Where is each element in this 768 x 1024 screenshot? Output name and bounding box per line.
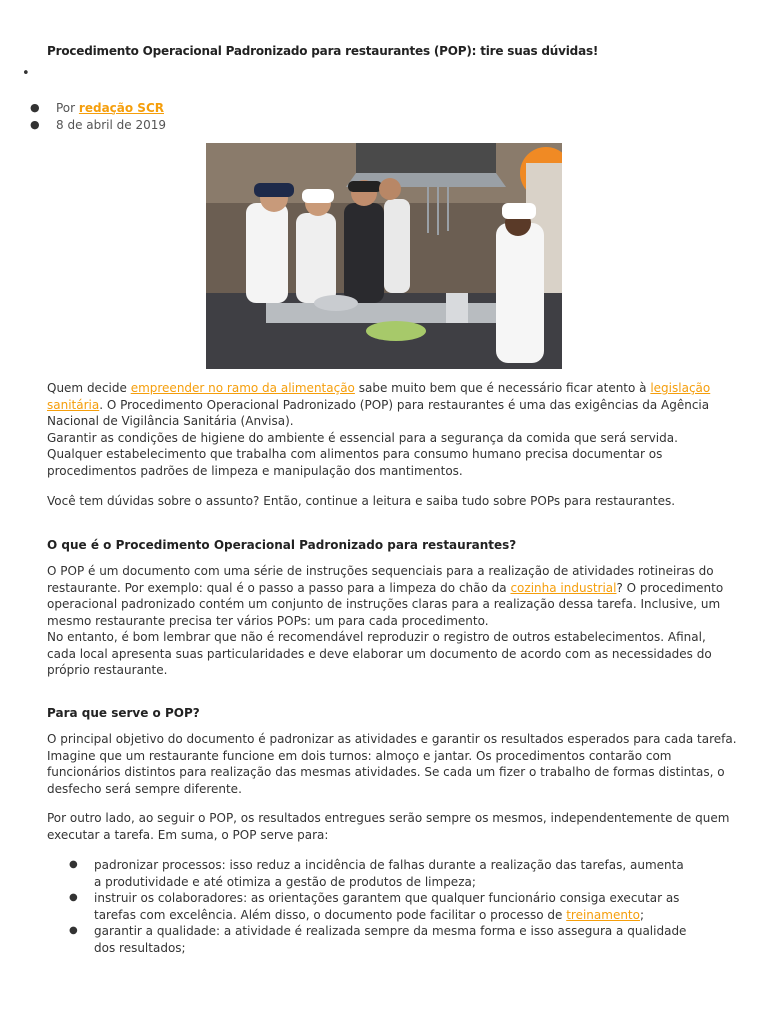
empreender-link[interactable]: empreender no ramo da alimentação — [130, 381, 355, 395]
bullet-icon: ● — [69, 859, 78, 870]
pop-benefits-list — [47, 857, 687, 956]
intro-text: Quem decide — [47, 381, 131, 395]
bullet-icon: ● — [30, 118, 40, 131]
treinamento-link[interactable]: treinamento — [566, 907, 640, 922]
kitchen-photo — [206, 143, 562, 369]
intro-text: . O Procedimento Operacional Padronizado (POP) para restaurantes é uma das exigências da Agência Nacional de Vigilância Sanitária (Anvisa). — [47, 397, 710, 428]
intro-paragraph-1 — [47, 380, 737, 479]
publish-date-row — [30, 116, 166, 133]
kitchen-illustration — [206, 143, 562, 369]
section1-paragraph-1 — [47, 563, 737, 679]
byline-prefix: Por — [56, 100, 76, 115]
intro-paragraph-2: Garantir as condições de higiene do ambiente é essencial para a segurança da comida que será servida. Qualquer estabelecimento que trabalha com alimentos para consumo humano precisa documentar os procedimentos padrões de limpeza e manipulação dos mantimentos. — [47, 430, 678, 478]
list-item — [47, 857, 687, 890]
section2-paragraph-2: Por outro lado, ao seguir o POP, os resultados entregues serão sempre os mesmos, independentemente de quem executar a tarefa. Em suma, o POP serve para: — [47, 811, 730, 842]
bullet-icon: ● — [69, 892, 78, 903]
list-item — [47, 923, 687, 956]
list-item-text: garantir a qualidade: a atividade é realizada sempre da mesma forma e isso assegura a qualidade dos resultados; — [94, 924, 687, 955]
cozinha-industrial-link[interactable]: cozinha industrial — [510, 580, 617, 595]
list-item — [47, 890, 687, 923]
bullet-marker: • — [22, 66, 30, 81]
list-item-text: ; — [639, 907, 645, 922]
legislacao-link[interactable]: legislação sanitária — [47, 381, 711, 412]
section-heading-purpose: Para que serve o POP? — [47, 706, 200, 720]
article-meta — [30, 99, 166, 133]
section1-text: O POP é um documento com uma série de instruções sequenciais para a realização de atividades rotineiras do restaurante. Por exemplo: qual é o passo a passo para a limpeza do chão da — [47, 564, 714, 595]
section-heading-what-is-pop: O que é o Procedimento Operacional Padronizado para restaurantes? — [47, 538, 517, 552]
list-item-text: padronizar processos: isso reduz a incidência de falhas durante a realização das tarefas, aumenta a produtividade e até otimiza a gestão de produtos de limpeza; — [94, 858, 684, 889]
author-link[interactable]: redação SCR — [78, 100, 164, 115]
section2-paragraph-1: O principal objetivo do documento é padronizar as atividades e garantir os resultados esperados para cada tarefa. Imagine que um restaurante funcione em dois turnos: almoço e jantar. Os procedimentos contarão com funcionários distintos para realização das mesmas atividades. Se cada um fizer o trabalho de formas distintas, o desfecho será sempre diferente. — [47, 732, 737, 796]
bullet-icon: ● — [30, 101, 40, 114]
article-title: Procedimento Operacional Padronizado para restaurantes (POP): tire suas dúvidas! — [47, 44, 599, 58]
bullet-icon: ● — [69, 925, 78, 936]
section1-paragraph-2: No entanto, é bom lembrar que não é recomendável reproduzir o registro de outros estabelecimentos. Afinal, cada local apresenta suas particularidades e deve elaborar um documento de acordo com as necessidades do próprio restaurante. — [47, 630, 712, 677]
publish-date: 8 de abril de 2019 — [56, 117, 167, 132]
list-item-text: instruir os colaboradores: as orientações garantem que qualquer funcionário consiga executar as tarefas com excelência. Além disso, o documento pode facilitar o processo de — [94, 891, 680, 922]
intro-paragraph-3: Você tem dúvidas sobre o assunto? Então, continue a leitura e saiba tudo sobre POPs para restaurantes. — [47, 494, 676, 508]
byline — [30, 99, 166, 116]
section1-text: ? O procedimento operacional padronizado contém um conjunto de instruções claras para a realização dessa tarefa. Inclusive, um mesmo restaurante precisa ter vários POPs: um para cada procedimento. — [47, 580, 724, 628]
intro-text: sabe muito bem que é necessário ficar atento à — [354, 381, 651, 395]
